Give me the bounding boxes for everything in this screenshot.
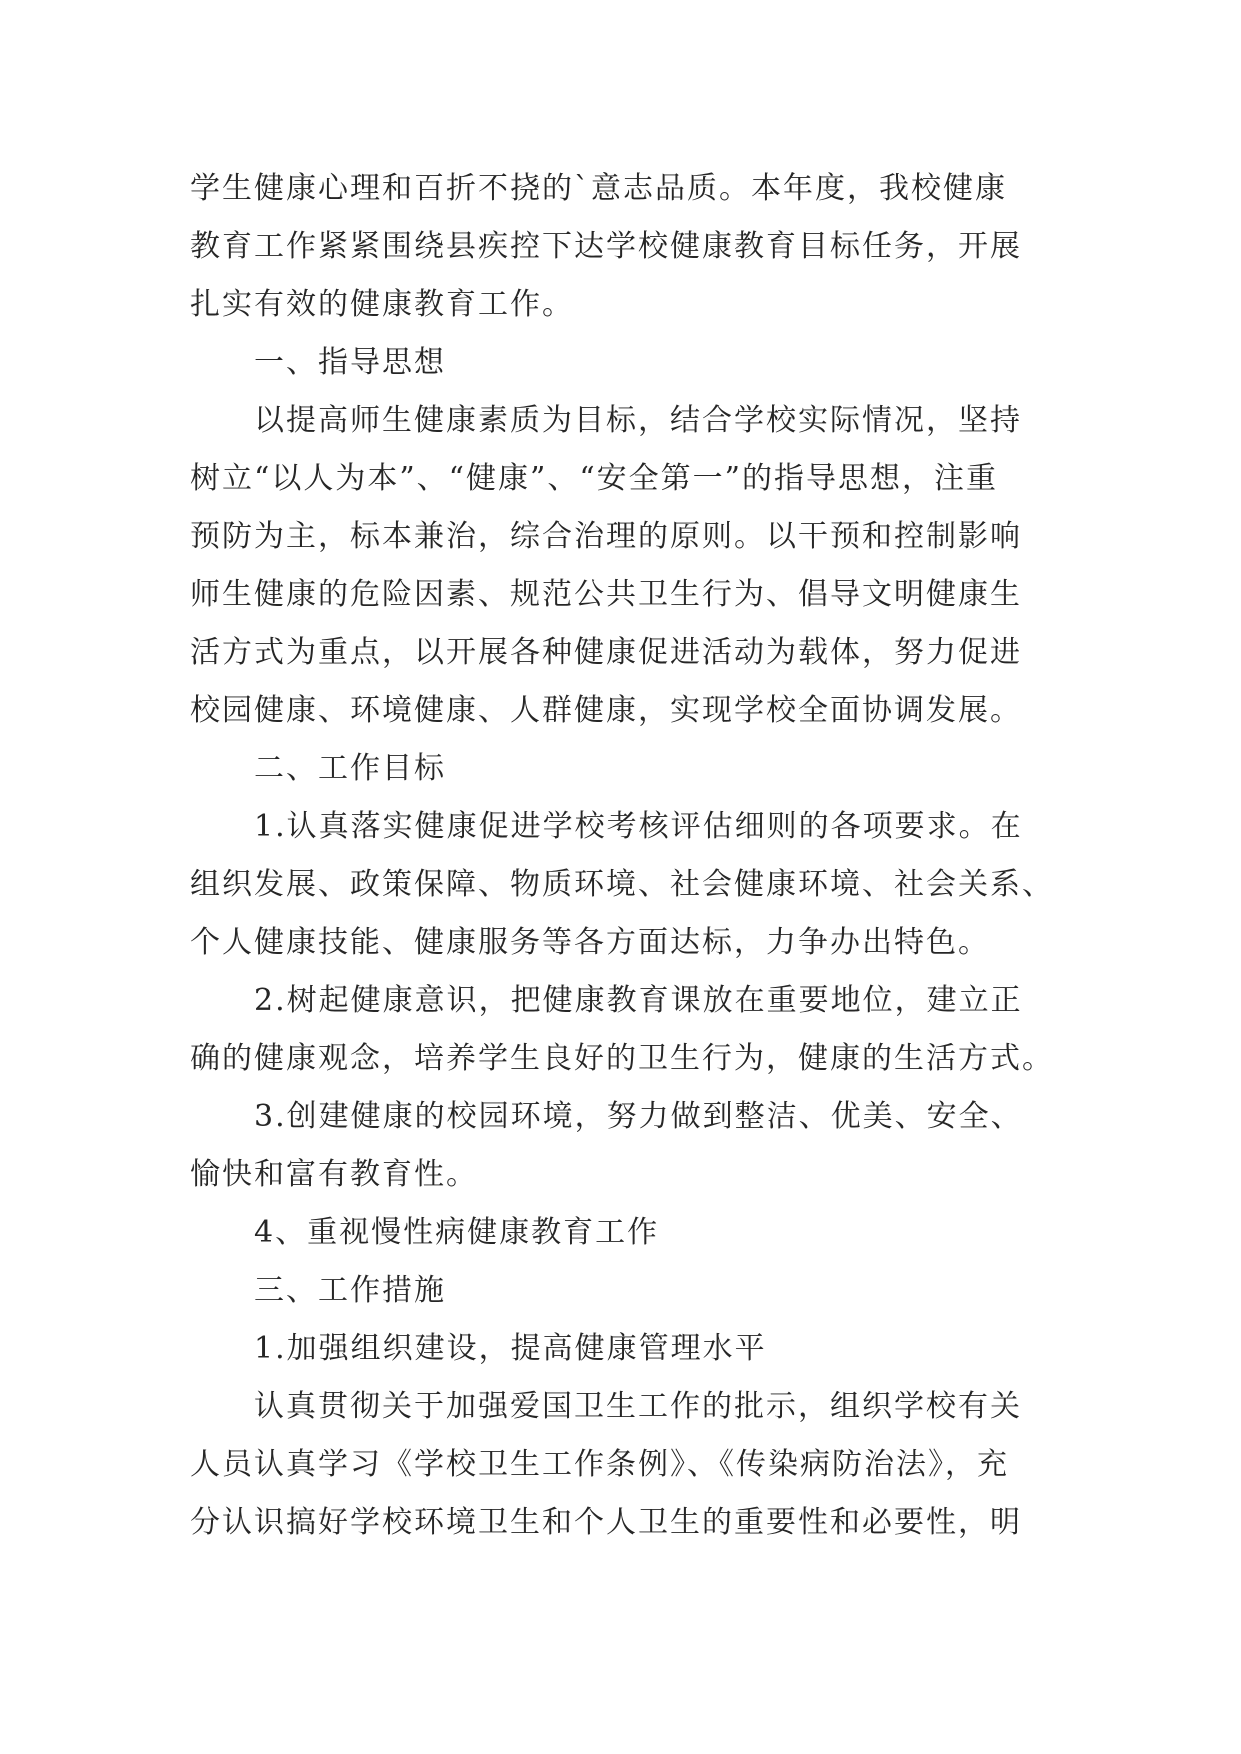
text-line: 个人健康技能、健康服务等各方面达标，力争办出特色。 bbox=[190, 925, 990, 960]
list-item: 4、重视慢性病健康教育工作 bbox=[254, 1215, 660, 1250]
subsection-heading: 1.加强组织建设，提高健康管理水平 bbox=[254, 1331, 767, 1366]
text-line: 人员认真学习《学校卫生工作条例》、《传染病防治法》，充 bbox=[190, 1447, 1009, 1482]
text-line: 活方式为重点，以开展各种健康促进活动为载体，努力促进 bbox=[190, 635, 1022, 670]
document-body bbox=[190, 160, 1070, 1552]
text-line: 预防为主，标本兼治，综合治理的原则。以干预和控制影响 bbox=[190, 519, 1022, 554]
text-line: 校园健康、环境健康、人群健康，实现学校全面协调发展。 bbox=[190, 693, 1022, 728]
text-line: 愉快和富有教育性。 bbox=[190, 1157, 478, 1192]
text-line: 扎实有效的健康教育工作。 bbox=[190, 287, 574, 322]
text-line: 认真贯彻关于加强爱国卫生工作的批示，组织学校有关 bbox=[254, 1389, 1022, 1424]
section-heading-work-goals: 二、工作目标 bbox=[254, 751, 446, 786]
text-line: 师生健康的危险因素、规范公共卫生行为、倡导文明健康生 bbox=[190, 577, 1022, 612]
section-heading-guiding-ideology: 一、指导思想 bbox=[254, 345, 446, 380]
list-item: 1.认真落实健康促进学校考核评估细则的各项要求。在 bbox=[254, 809, 1023, 844]
text-line: 教育工作紧紧围绕县疾控下达学校健康教育目标任务，开展 bbox=[190, 229, 1022, 264]
section-heading-work-measures: 三、工作措施 bbox=[254, 1273, 446, 1308]
text-line: 分认识搞好学校环境卫生和个人卫生的重要性和必要性，明 bbox=[190, 1505, 1022, 1540]
list-item: 2.树起健康意识，把健康教育课放在重要地位，建立正 bbox=[254, 983, 1023, 1018]
text-line: 组织发展、政策保障、物质环境、社会健康环境、社会关系、 bbox=[190, 867, 1054, 902]
text-line: 树立“以人为本”、“健康”、“安全第一”的指导思想，注重 bbox=[190, 461, 999, 496]
text-line: 确的健康观念，培养学生良好的卫生行为，健康的生活方式。 bbox=[190, 1041, 1054, 1076]
list-item: 3.创建健康的校园环境，努力做到整洁、优美、安全、 bbox=[254, 1099, 1023, 1134]
text-line: 以提高师生健康素质为目标，结合学校实际情况，坚持 bbox=[254, 403, 1022, 438]
text-line: 学生健康心理和百折不挠的`意志品质。本年度，我校健康 bbox=[190, 171, 1007, 206]
